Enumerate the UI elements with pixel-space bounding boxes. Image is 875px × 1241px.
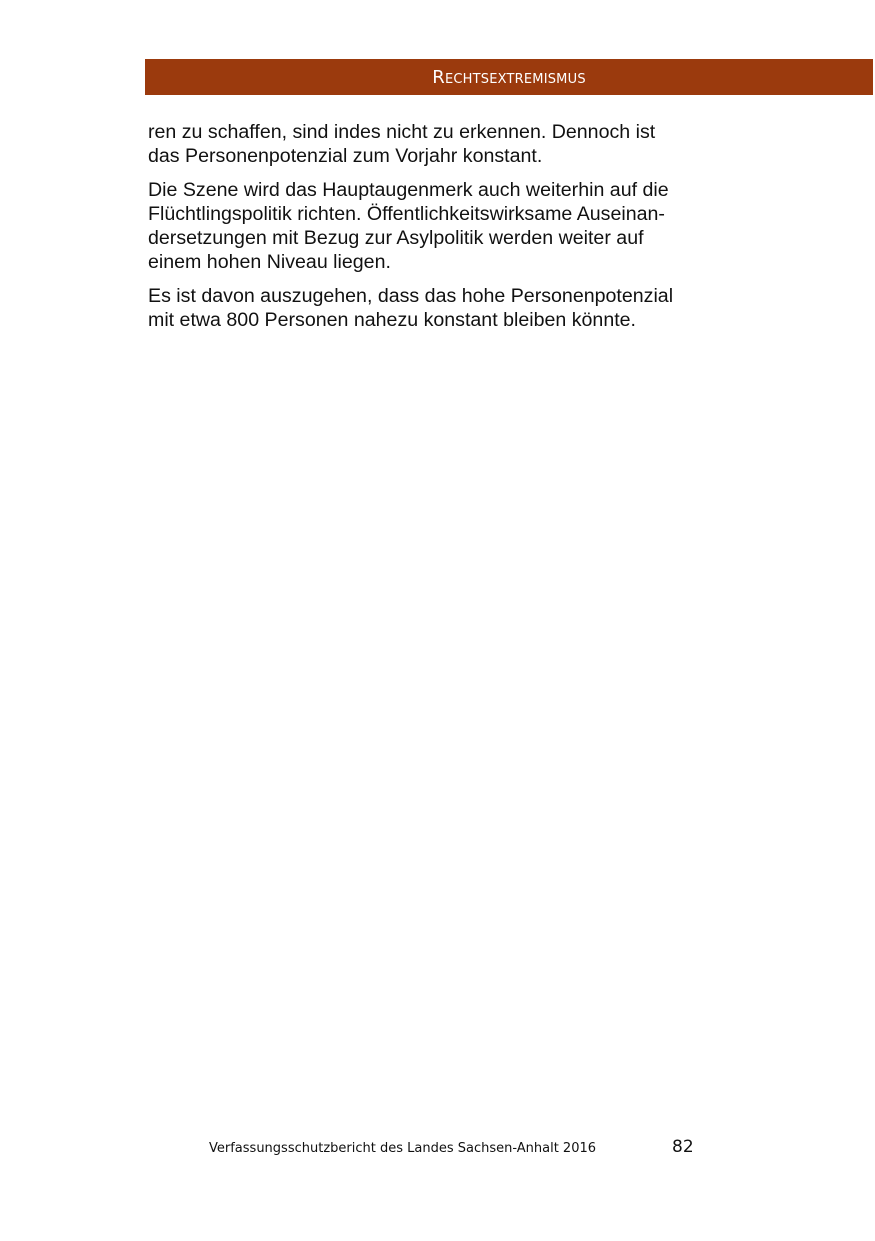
paragraph-line: Die Szene wird das Hauptaugenmerk auch weiterhin auf die	[148, 179, 669, 201]
paragraph-line: ren zu schaffen, sind indes nicht zu erkennen. Dennoch ist	[148, 121, 656, 143]
section-title: Rechtsextremismus	[432, 67, 586, 88]
footer-publication-title: Verfassungsschutzbericht des Landes Sachsen-Anhalt 2016	[209, 1141, 597, 1156]
body-text	[148, 120, 768, 342]
paragraph-line: mit etwa 800 Personen nahezu konstant bleiben könnte.	[148, 309, 636, 331]
paragraph-1	[148, 120, 768, 168]
paragraph-line: einem hohen Niveau liegen.	[148, 251, 391, 273]
page-number: 82	[672, 1137, 694, 1157]
paragraph-2	[148, 178, 768, 274]
paragraph-line: dersetzungen mit Bezug zur Asylpolitik werden weiter auf	[148, 227, 644, 249]
paragraph-line: Flüchtlingspolitik richten. Öffentlichkeitswirksame Auseinan-	[148, 203, 665, 225]
paragraph-line: das Personenpotenzial zum Vorjahr konstant.	[148, 145, 543, 167]
section-header-band	[145, 59, 873, 95]
paragraph-line: Es ist davon auszugehen, dass das hohe Personenpotenzial	[148, 285, 674, 307]
paragraph-3	[148, 284, 768, 332]
